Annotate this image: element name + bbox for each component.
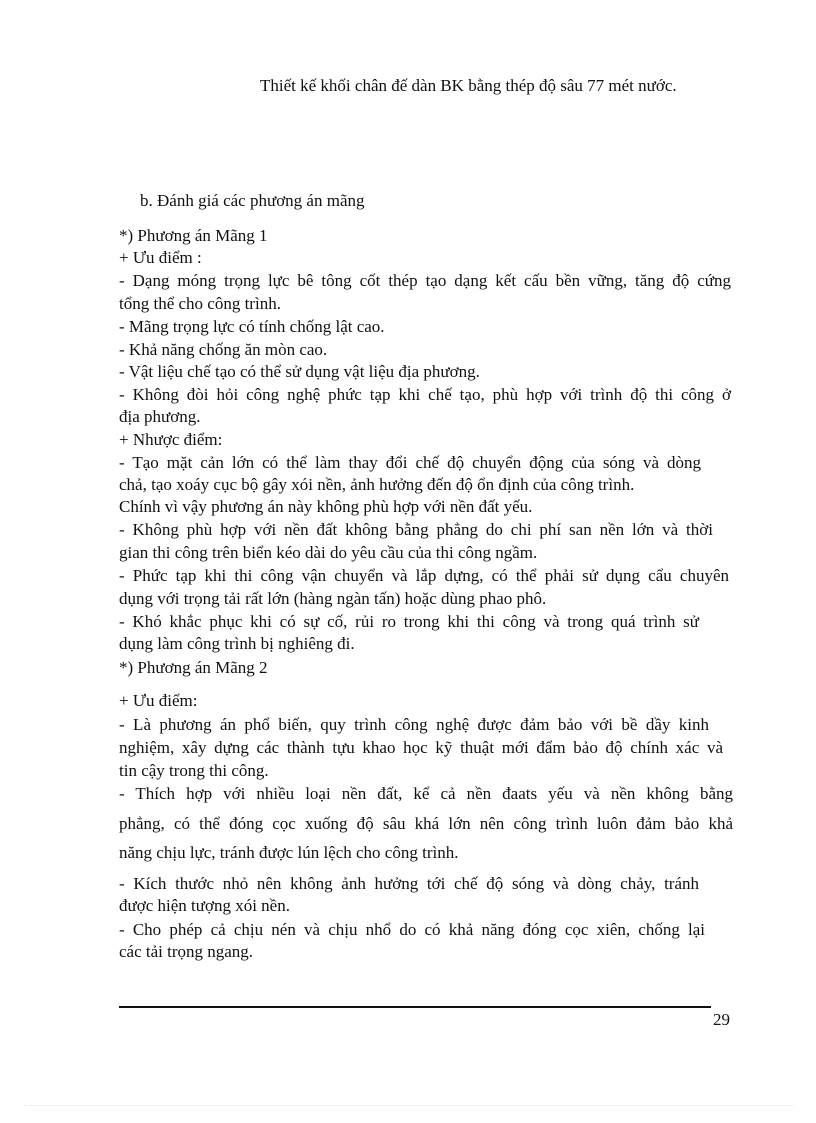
disadvantages-label: + Nhược điểm:: [119, 430, 223, 449]
section-heading: b. Đánh giá các phương án mãng: [140, 191, 365, 210]
body-line: - Tạo mặt cản lớn có thể làm thay đổi chế độ chuyển động của sóng và dòng: [119, 453, 701, 472]
page-bottom-dotted-divider: [24, 1105, 794, 1106]
body-line: - Mãng trọng lực có tính chống lật cao.: [119, 317, 385, 336]
advantages-label-2: + Ưu điểm:: [119, 691, 198, 710]
body-line: được hiện tượng xói nền.: [119, 896, 290, 915]
body-line: - Không đòi hỏi công nghệ phức tạp khi chế tạo, phù hợp với trình độ thi công ở: [119, 385, 731, 404]
body-line: - Là phương án phổ biến, quy trình công nghệ được đảm bảo với bề dầy kinh: [119, 715, 709, 734]
body-line: dụng với trọng tải rất lớn (hàng ngàn tấn) hoặc dùng phao phô.: [119, 589, 547, 608]
body-line: - Phức tạp khi thi công vận chuyển và lắp dựng, có thể phải sử dụng cẩu chuyên: [119, 566, 729, 585]
body-line: chả, tạo xoáy cục bộ gây xói nền, ảnh hưởng đến độ ổn định của công trình.: [119, 475, 635, 494]
option-2-heading: *) Phương án Mãng 2: [119, 658, 268, 677]
body-line: - Vật liệu chế tạo có thể sử dụng vật liệu địa phương.: [119, 362, 480, 381]
body-line: năng chịu lực, tránh được lún lệch cho công trình.: [119, 843, 459, 862]
body-line: - Cho phép cả chịu nén và chịu nhổ do có khả năng đóng cọc xiên, chống lại: [119, 920, 705, 939]
body-line: - Kích thước nhỏ nên không ảnh hưởng tới chế độ sóng và dòng chảy, tránh: [119, 874, 699, 893]
body-line: các tải trọng ngang.: [119, 942, 254, 961]
body-line: - Không phù hợp với nền đất không bằng phẳng do chi phí san nền lớn và thời: [119, 520, 713, 539]
body-line: - Thích hợp với nhiều loại nền đất, kể cả nền đaats yếu và nền không bằng: [119, 784, 733, 803]
advantages-label-1: + Ưu điểm :: [119, 248, 202, 267]
header-title: Thiết kế khối chân đế dàn BK bằng thép độ sâu 77 mét nước.: [260, 76, 677, 95]
body-line: - Khả năng chống ăn mòn cao.: [119, 340, 328, 359]
body-line: Chính vì vậy phương án này không phù hợp với nền đất yếu.: [119, 497, 533, 516]
body-line: nghiệm, xây dựng các thành tựu khao học kỹ thuật mới đẩm bảo độ chính xác và: [119, 738, 723, 757]
footer-rule: [119, 1006, 711, 1008]
page-number: 29: [713, 1010, 730, 1029]
body-line: địa phương.: [119, 407, 201, 426]
body-line: gian thi công trên biển kéo dài do yêu cầu của thi công ngầm.: [119, 543, 538, 562]
body-line: tổng thể cho công trình.: [119, 294, 281, 313]
body-line: phẳng, có thể đóng cọc xuống độ sâu khá lớn nên công trình luôn đảm bảo khả: [119, 814, 733, 833]
body-line: - Khó khắc phục khi có sự cố, rủi ro trong khi thi công và trong quá trình sử: [119, 612, 699, 631]
option-1-heading: *) Phương án Mãng 1: [119, 226, 268, 245]
body-line: - Dạng móng trọng lực bê tông cốt thép tạo dạng kết cấu bền vững, tăng độ cứng: [119, 271, 731, 290]
body-line: tin cậy trong thi công.: [119, 761, 269, 780]
body-line: dụng làm công trình bị nghiêng đi.: [119, 634, 355, 653]
